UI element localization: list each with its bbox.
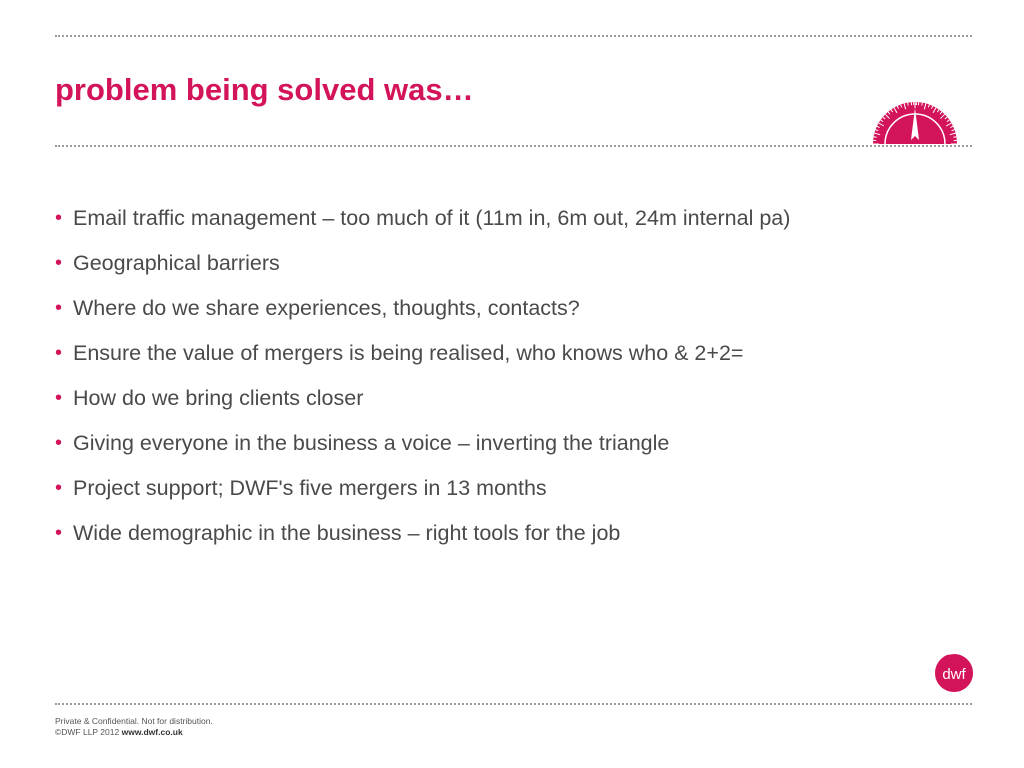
bullet-marker: •: [55, 297, 63, 319]
bullet-item: [55, 518, 955, 548]
confidentiality-notice: Private & Confidential. Not for distribution.: [55, 716, 213, 726]
top-divider: [55, 35, 972, 37]
bullet-item: [55, 473, 955, 503]
bullet-marker: •: [55, 477, 63, 499]
bullet-marker: •: [55, 432, 63, 454]
website-link[interactable]: www.dwf.co.uk: [121, 727, 183, 737]
bullet-marker: •: [55, 207, 63, 229]
bullet-item: [55, 248, 955, 278]
bullet-marker: •: [55, 387, 63, 409]
copyright-line: [55, 727, 213, 738]
slide-title: problem being solved was…: [55, 72, 474, 107]
title-divider: [55, 145, 972, 147]
copyright-text: ©DWF LLP 2012: [55, 727, 120, 737]
bullet-marker: •: [55, 252, 63, 274]
footer-divider: [55, 703, 972, 705]
bullet-item: [55, 293, 955, 323]
bullet-text: Ensure the value of mergers is being realised, who knows who & 2+2=: [73, 341, 744, 365]
bullet-marker: •: [55, 342, 63, 364]
dwf-logo: [934, 653, 974, 693]
bullet-text: Giving everyone in the business a voice – inverting the triangle: [73, 431, 670, 455]
compass-dial-icon: [871, 96, 959, 144]
bullet-marker: •: [55, 522, 63, 544]
bullet-item: [55, 203, 955, 233]
bullet-item: [55, 338, 955, 368]
bullet-text: Geographical barriers: [73, 251, 280, 275]
bullet-text: Where do we share experiences, thoughts, contacts?: [73, 296, 580, 320]
bullet-list: [55, 203, 955, 563]
bullet-text: How do we bring clients closer: [73, 386, 364, 410]
bullet-text: Wide demographic in the business – right tools for the job: [73, 521, 621, 545]
logo-text: dwf: [942, 666, 966, 683]
footer: [55, 716, 213, 738]
compass-north-letter: N: [912, 101, 918, 107]
bullet-item: [55, 428, 955, 458]
bullet-item: [55, 383, 955, 413]
bullet-text: Project support; DWF's five mergers in 13 months: [73, 476, 547, 500]
bullet-text: Email traffic management – too much of it (11m in, 6m out, 24m internal pa): [73, 206, 791, 230]
